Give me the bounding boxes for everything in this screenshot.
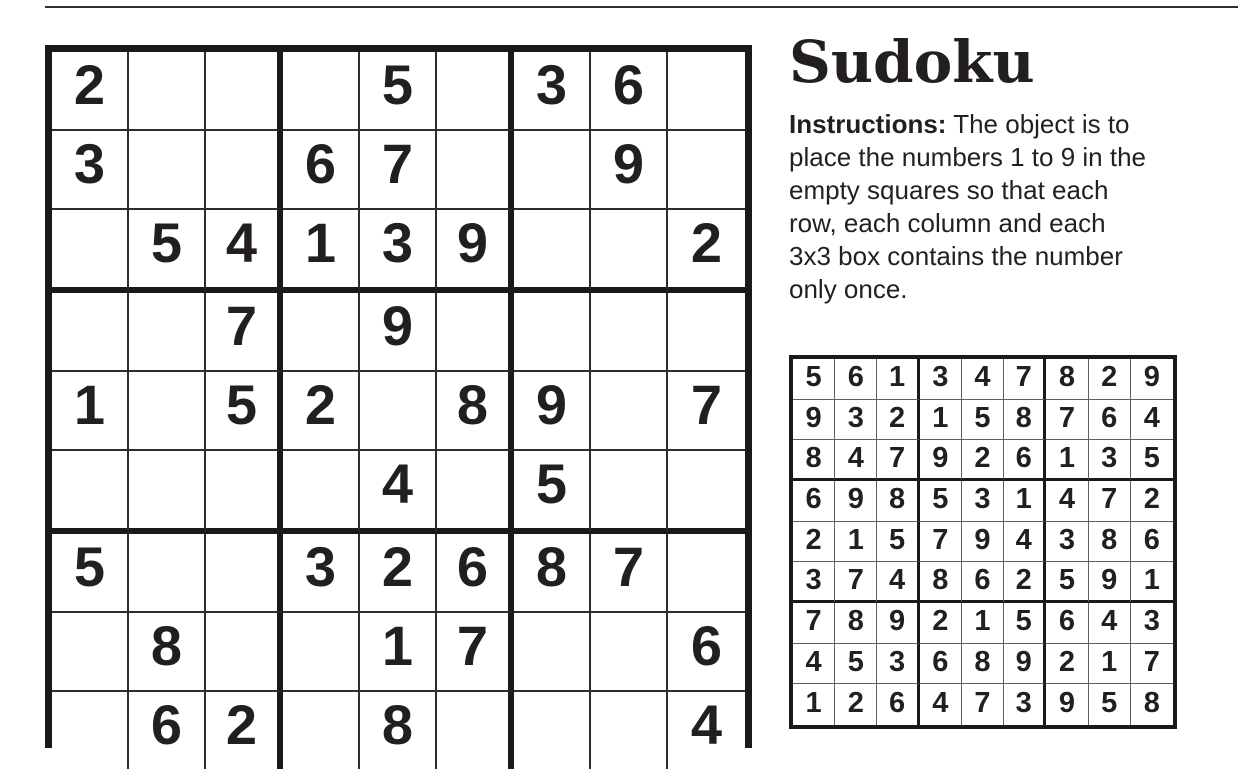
puzzle-cell-r6c5[interactable]: 4 bbox=[360, 451, 437, 534]
sudoku-solution-grid bbox=[789, 355, 1177, 729]
puzzle-cell-r7c1[interactable]: 5 bbox=[52, 534, 129, 613]
solution-cell-r8c6: 9 bbox=[1004, 644, 1046, 685]
puzzle-cell-r4c8[interactable] bbox=[591, 293, 668, 372]
solution-cell-r1c4: 3 bbox=[920, 359, 962, 400]
solution-cell-r7c7: 6 bbox=[1046, 603, 1088, 644]
solution-cell-r7c9: 3 bbox=[1131, 603, 1173, 644]
solution-cell-r7c1: 7 bbox=[793, 603, 835, 644]
solution-cell-r9c9: 8 bbox=[1131, 684, 1173, 725]
puzzle-cell-r2c5[interactable]: 7 bbox=[360, 131, 437, 210]
solution-cell-r7c4: 2 bbox=[920, 603, 962, 644]
puzzle-cell-r6c6[interactable] bbox=[437, 451, 514, 534]
puzzle-cell-r9c9[interactable]: 4 bbox=[668, 692, 745, 769]
puzzle-cell-r5c4[interactable]: 2 bbox=[283, 372, 360, 451]
puzzle-cell-r8c7[interactable] bbox=[514, 613, 591, 692]
solution-cell-r2c8: 6 bbox=[1089, 400, 1131, 441]
instructions-line: place the numbers 1 to 9 in the bbox=[789, 142, 1147, 172]
instructions-line: 3x3 box contains the number bbox=[789, 241, 1123, 271]
solution-cell-r1c3: 1 bbox=[877, 359, 919, 400]
solution-cell-r4c7: 4 bbox=[1046, 481, 1088, 522]
solution-cell-r1c1: 5 bbox=[793, 359, 835, 400]
solution-cell-r9c8: 5 bbox=[1089, 684, 1131, 725]
puzzle-cell-r8c1[interactable] bbox=[52, 613, 129, 692]
puzzle-cell-r5c7[interactable]: 9 bbox=[514, 372, 591, 451]
solution-cell-r6c1: 3 bbox=[793, 562, 835, 603]
solution-cell-r8c8: 1 bbox=[1089, 644, 1131, 685]
puzzle-cell-r8c8[interactable] bbox=[591, 613, 668, 692]
solution-cell-r4c3: 8 bbox=[877, 481, 919, 522]
solution-cell-r3c2: 4 bbox=[835, 440, 877, 481]
puzzle-cell-r3c3[interactable]: 4 bbox=[206, 210, 283, 293]
puzzle-cell-r7c4[interactable]: 3 bbox=[283, 534, 360, 613]
puzzle-cell-r6c8[interactable] bbox=[591, 451, 668, 534]
puzzle-cell-r2c8[interactable]: 9 bbox=[591, 131, 668, 210]
solution-cell-r5c6: 4 bbox=[1004, 522, 1046, 563]
instructions-line: empty squares so that each bbox=[789, 175, 1109, 205]
solution-cell-r8c3: 3 bbox=[877, 644, 919, 685]
solution-cell-r4c9: 2 bbox=[1131, 481, 1173, 522]
solution-cell-r4c2: 9 bbox=[835, 481, 877, 522]
puzzle-cell-r7c7[interactable]: 8 bbox=[514, 534, 591, 613]
solution-cell-r4c1: 6 bbox=[793, 481, 835, 522]
instructions bbox=[789, 108, 1197, 306]
puzzle-cell-r2c6[interactable] bbox=[437, 131, 514, 210]
solution-cell-r6c6: 2 bbox=[1004, 562, 1046, 603]
solution-cell-r7c3: 9 bbox=[877, 603, 919, 644]
solution-cell-r3c6: 6 bbox=[1004, 440, 1046, 481]
puzzle-cell-r2c2[interactable] bbox=[129, 131, 206, 210]
solution-cell-r6c5: 6 bbox=[962, 562, 1004, 603]
solution-cell-r3c9: 5 bbox=[1131, 440, 1173, 481]
solution-cell-r3c3: 7 bbox=[877, 440, 919, 481]
solution-cell-r6c7: 5 bbox=[1046, 562, 1088, 603]
solution-cell-r2c9: 4 bbox=[1131, 400, 1173, 441]
puzzle-cell-r5c2[interactable] bbox=[129, 372, 206, 451]
solution-cell-r8c2: 5 bbox=[835, 644, 877, 685]
puzzle-cell-r4c7[interactable] bbox=[514, 293, 591, 372]
solution-cell-r9c6: 3 bbox=[1004, 684, 1046, 725]
solution-cell-r5c1: 2 bbox=[793, 522, 835, 563]
puzzle-cell-r1c5[interactable]: 5 bbox=[360, 52, 437, 131]
puzzle-cell-r9c3[interactable]: 2 bbox=[206, 692, 283, 769]
solution-cell-r5c8: 8 bbox=[1089, 522, 1131, 563]
puzzle-cell-r8c4[interactable] bbox=[283, 613, 360, 692]
puzzle-cell-r7c6[interactable]: 6 bbox=[437, 534, 514, 613]
puzzle-cell-r6c1[interactable] bbox=[52, 451, 129, 534]
solution-cell-r8c4: 6 bbox=[920, 644, 962, 685]
puzzle-cell-r4c5[interactable]: 9 bbox=[360, 293, 437, 372]
solution-cell-r5c4: 7 bbox=[920, 522, 962, 563]
puzzle-cell-r5c9[interactable]: 7 bbox=[668, 372, 745, 451]
solution-cell-r4c6: 1 bbox=[1004, 481, 1046, 522]
puzzle-cell-r4c6[interactable] bbox=[437, 293, 514, 372]
solution-cell-r9c2: 2 bbox=[835, 684, 877, 725]
solution-cell-r3c8: 3 bbox=[1089, 440, 1131, 481]
puzzle-cell-r3c7[interactable] bbox=[514, 210, 591, 293]
solution-cell-r8c7: 2 bbox=[1046, 644, 1088, 685]
puzzle-cell-r8c9[interactable]: 6 bbox=[668, 613, 745, 692]
puzzle-cell-r1c2[interactable] bbox=[129, 52, 206, 131]
puzzle-cell-r9c6[interactable] bbox=[437, 692, 514, 769]
puzzle-cell-r6c7[interactable]: 5 bbox=[514, 451, 591, 534]
puzzle-cell-r8c3[interactable] bbox=[206, 613, 283, 692]
puzzle-cell-r3c1[interactable] bbox=[52, 210, 129, 293]
solution-cell-r1c9: 9 bbox=[1131, 359, 1173, 400]
solution-cell-r6c9: 1 bbox=[1131, 562, 1173, 603]
puzzle-cell-r4c4[interactable] bbox=[283, 293, 360, 372]
puzzle-cell-r2c4[interactable]: 6 bbox=[283, 131, 360, 210]
puzzle-cell-r9c2[interactable]: 6 bbox=[129, 692, 206, 769]
solution-cell-r4c8: 7 bbox=[1089, 481, 1131, 522]
solution-cell-r2c2: 3 bbox=[835, 400, 877, 441]
solution-cell-r8c5: 8 bbox=[962, 644, 1004, 685]
puzzle-cell-r8c5[interactable]: 1 bbox=[360, 613, 437, 692]
puzzle-cell-r4c9[interactable] bbox=[668, 293, 745, 372]
puzzle-cell-r9c7[interactable] bbox=[514, 692, 591, 769]
puzzle-cell-r9c1[interactable] bbox=[52, 692, 129, 769]
puzzle-cell-r3c9[interactable]: 2 bbox=[668, 210, 745, 293]
solution-cell-r7c5: 1 bbox=[962, 603, 1004, 644]
puzzle-cell-r2c3[interactable] bbox=[206, 131, 283, 210]
puzzle-cell-r7c3[interactable] bbox=[206, 534, 283, 613]
solution-cell-r5c7: 3 bbox=[1046, 522, 1088, 563]
solution-cell-r6c3: 4 bbox=[877, 562, 919, 603]
solution-cell-r4c5: 3 bbox=[962, 481, 1004, 522]
puzzle-cell-r7c9[interactable] bbox=[668, 534, 745, 613]
puzzle-cell-r1c6[interactable] bbox=[437, 52, 514, 131]
solution-cell-r9c1: 1 bbox=[793, 684, 835, 725]
puzzle-cell-r3c8[interactable] bbox=[591, 210, 668, 293]
solution-cell-r3c4: 9 bbox=[920, 440, 962, 481]
puzzle-cell-r9c5[interactable]: 8 bbox=[360, 692, 437, 769]
solution-cell-r6c8: 9 bbox=[1089, 562, 1131, 603]
solution-cell-r9c4: 4 bbox=[920, 684, 962, 725]
puzzle-cell-r5c6[interactable]: 8 bbox=[437, 372, 514, 451]
instructions-line bbox=[789, 108, 1197, 141]
puzzle-cell-r1c9[interactable] bbox=[668, 52, 745, 131]
puzzle-cell-r1c7[interactable]: 3 bbox=[514, 52, 591, 131]
solution-cell-r2c5: 5 bbox=[962, 400, 1004, 441]
puzzle-cell-r4c3[interactable]: 7 bbox=[206, 293, 283, 372]
puzzle-cell-r6c3[interactable] bbox=[206, 451, 283, 534]
solution-cell-r5c3: 5 bbox=[877, 522, 919, 563]
solution-cell-r2c7: 7 bbox=[1046, 400, 1088, 441]
page-title: Sudoku bbox=[789, 28, 1035, 96]
puzzle-cell-r3c6[interactable]: 9 bbox=[437, 210, 514, 293]
solution-cell-r3c5: 2 bbox=[962, 440, 1004, 481]
solution-cell-r3c1: 8 bbox=[793, 440, 835, 481]
solution-cell-r8c9: 7 bbox=[1131, 644, 1173, 685]
sudoku-puzzle-grid bbox=[45, 45, 752, 756]
puzzle-cell-r3c5[interactable]: 3 bbox=[360, 210, 437, 293]
solution-cell-r2c6: 8 bbox=[1004, 400, 1046, 441]
instructions-line: row, each column and each bbox=[789, 208, 1106, 238]
puzzle-cell-r4c2[interactable] bbox=[129, 293, 206, 372]
puzzle-cell-r7c5[interactable]: 2 bbox=[360, 534, 437, 613]
top-divider-rule bbox=[45, 6, 1238, 8]
solution-cell-r5c5: 9 bbox=[962, 522, 1004, 563]
puzzle-cell-r6c2[interactable] bbox=[129, 451, 206, 534]
puzzle-cell-r7c8[interactable]: 7 bbox=[591, 534, 668, 613]
solution-cell-r9c3: 6 bbox=[877, 684, 919, 725]
puzzle-cell-r3c2[interactable]: 5 bbox=[129, 210, 206, 293]
solution-cell-r7c6: 5 bbox=[1004, 603, 1046, 644]
solution-cell-r2c1: 9 bbox=[793, 400, 835, 441]
puzzle-cell-r4c1[interactable] bbox=[52, 293, 129, 372]
puzzle-cell-r5c1[interactable]: 1 bbox=[52, 372, 129, 451]
puzzle-cell-r5c8[interactable] bbox=[591, 372, 668, 451]
puzzle-cell-r3c4[interactable]: 1 bbox=[283, 210, 360, 293]
puzzle-cell-r1c8[interactable]: 6 bbox=[591, 52, 668, 131]
solution-cell-r7c2: 8 bbox=[835, 603, 877, 644]
solution-cell-r7c8: 4 bbox=[1089, 603, 1131, 644]
puzzle-cell-r2c7[interactable] bbox=[514, 131, 591, 210]
solution-cell-r8c1: 4 bbox=[793, 644, 835, 685]
solution-cell-r1c8: 2 bbox=[1089, 359, 1131, 400]
solution-cell-r5c2: 1 bbox=[835, 522, 877, 563]
puzzle-cell-r1c3[interactable] bbox=[206, 52, 283, 131]
solution-cell-r3c7: 1 bbox=[1046, 440, 1088, 481]
instructions-label: Instructions: bbox=[789, 109, 947, 139]
solution-cell-r9c5: 7 bbox=[962, 684, 1004, 725]
solution-cell-r4c4: 5 bbox=[920, 481, 962, 522]
puzzle-cell-r1c4[interactable] bbox=[283, 52, 360, 131]
solution-cell-r2c3: 2 bbox=[877, 400, 919, 441]
puzzle-cell-r6c9[interactable] bbox=[668, 451, 745, 534]
puzzle-cell-r5c5[interactable] bbox=[360, 372, 437, 451]
puzzle-cell-r6c4[interactable] bbox=[283, 451, 360, 534]
puzzle-cell-r9c4[interactable] bbox=[283, 692, 360, 769]
solution-cell-r1c5: 4 bbox=[962, 359, 1004, 400]
solution-cell-r1c2: 6 bbox=[835, 359, 877, 400]
instructions-text: The object is to bbox=[946, 109, 1130, 139]
puzzle-cell-r8c6[interactable]: 7 bbox=[437, 613, 514, 692]
puzzle-cell-r9c8[interactable] bbox=[591, 692, 668, 769]
puzzle-cell-r2c1[interactable]: 3 bbox=[52, 131, 129, 210]
solution-cell-r6c2: 7 bbox=[835, 562, 877, 603]
puzzle-cell-r5c3[interactable]: 5 bbox=[206, 372, 283, 451]
puzzle-cell-r8c2[interactable]: 8 bbox=[129, 613, 206, 692]
solution-cell-r2c4: 1 bbox=[920, 400, 962, 441]
solution-cell-r6c4: 8 bbox=[920, 562, 962, 603]
puzzle-cell-r1c1[interactable]: 2 bbox=[52, 52, 129, 131]
puzzle-cell-r7c2[interactable] bbox=[129, 534, 206, 613]
instructions-line: only once. bbox=[789, 274, 908, 304]
solution-cell-r1c7: 8 bbox=[1046, 359, 1088, 400]
solution-cell-r9c7: 9 bbox=[1046, 684, 1088, 725]
solution-cell-r5c9: 6 bbox=[1131, 522, 1173, 563]
solution-cell-r1c6: 7 bbox=[1004, 359, 1046, 400]
puzzle-cell-r2c9[interactable] bbox=[668, 131, 745, 210]
